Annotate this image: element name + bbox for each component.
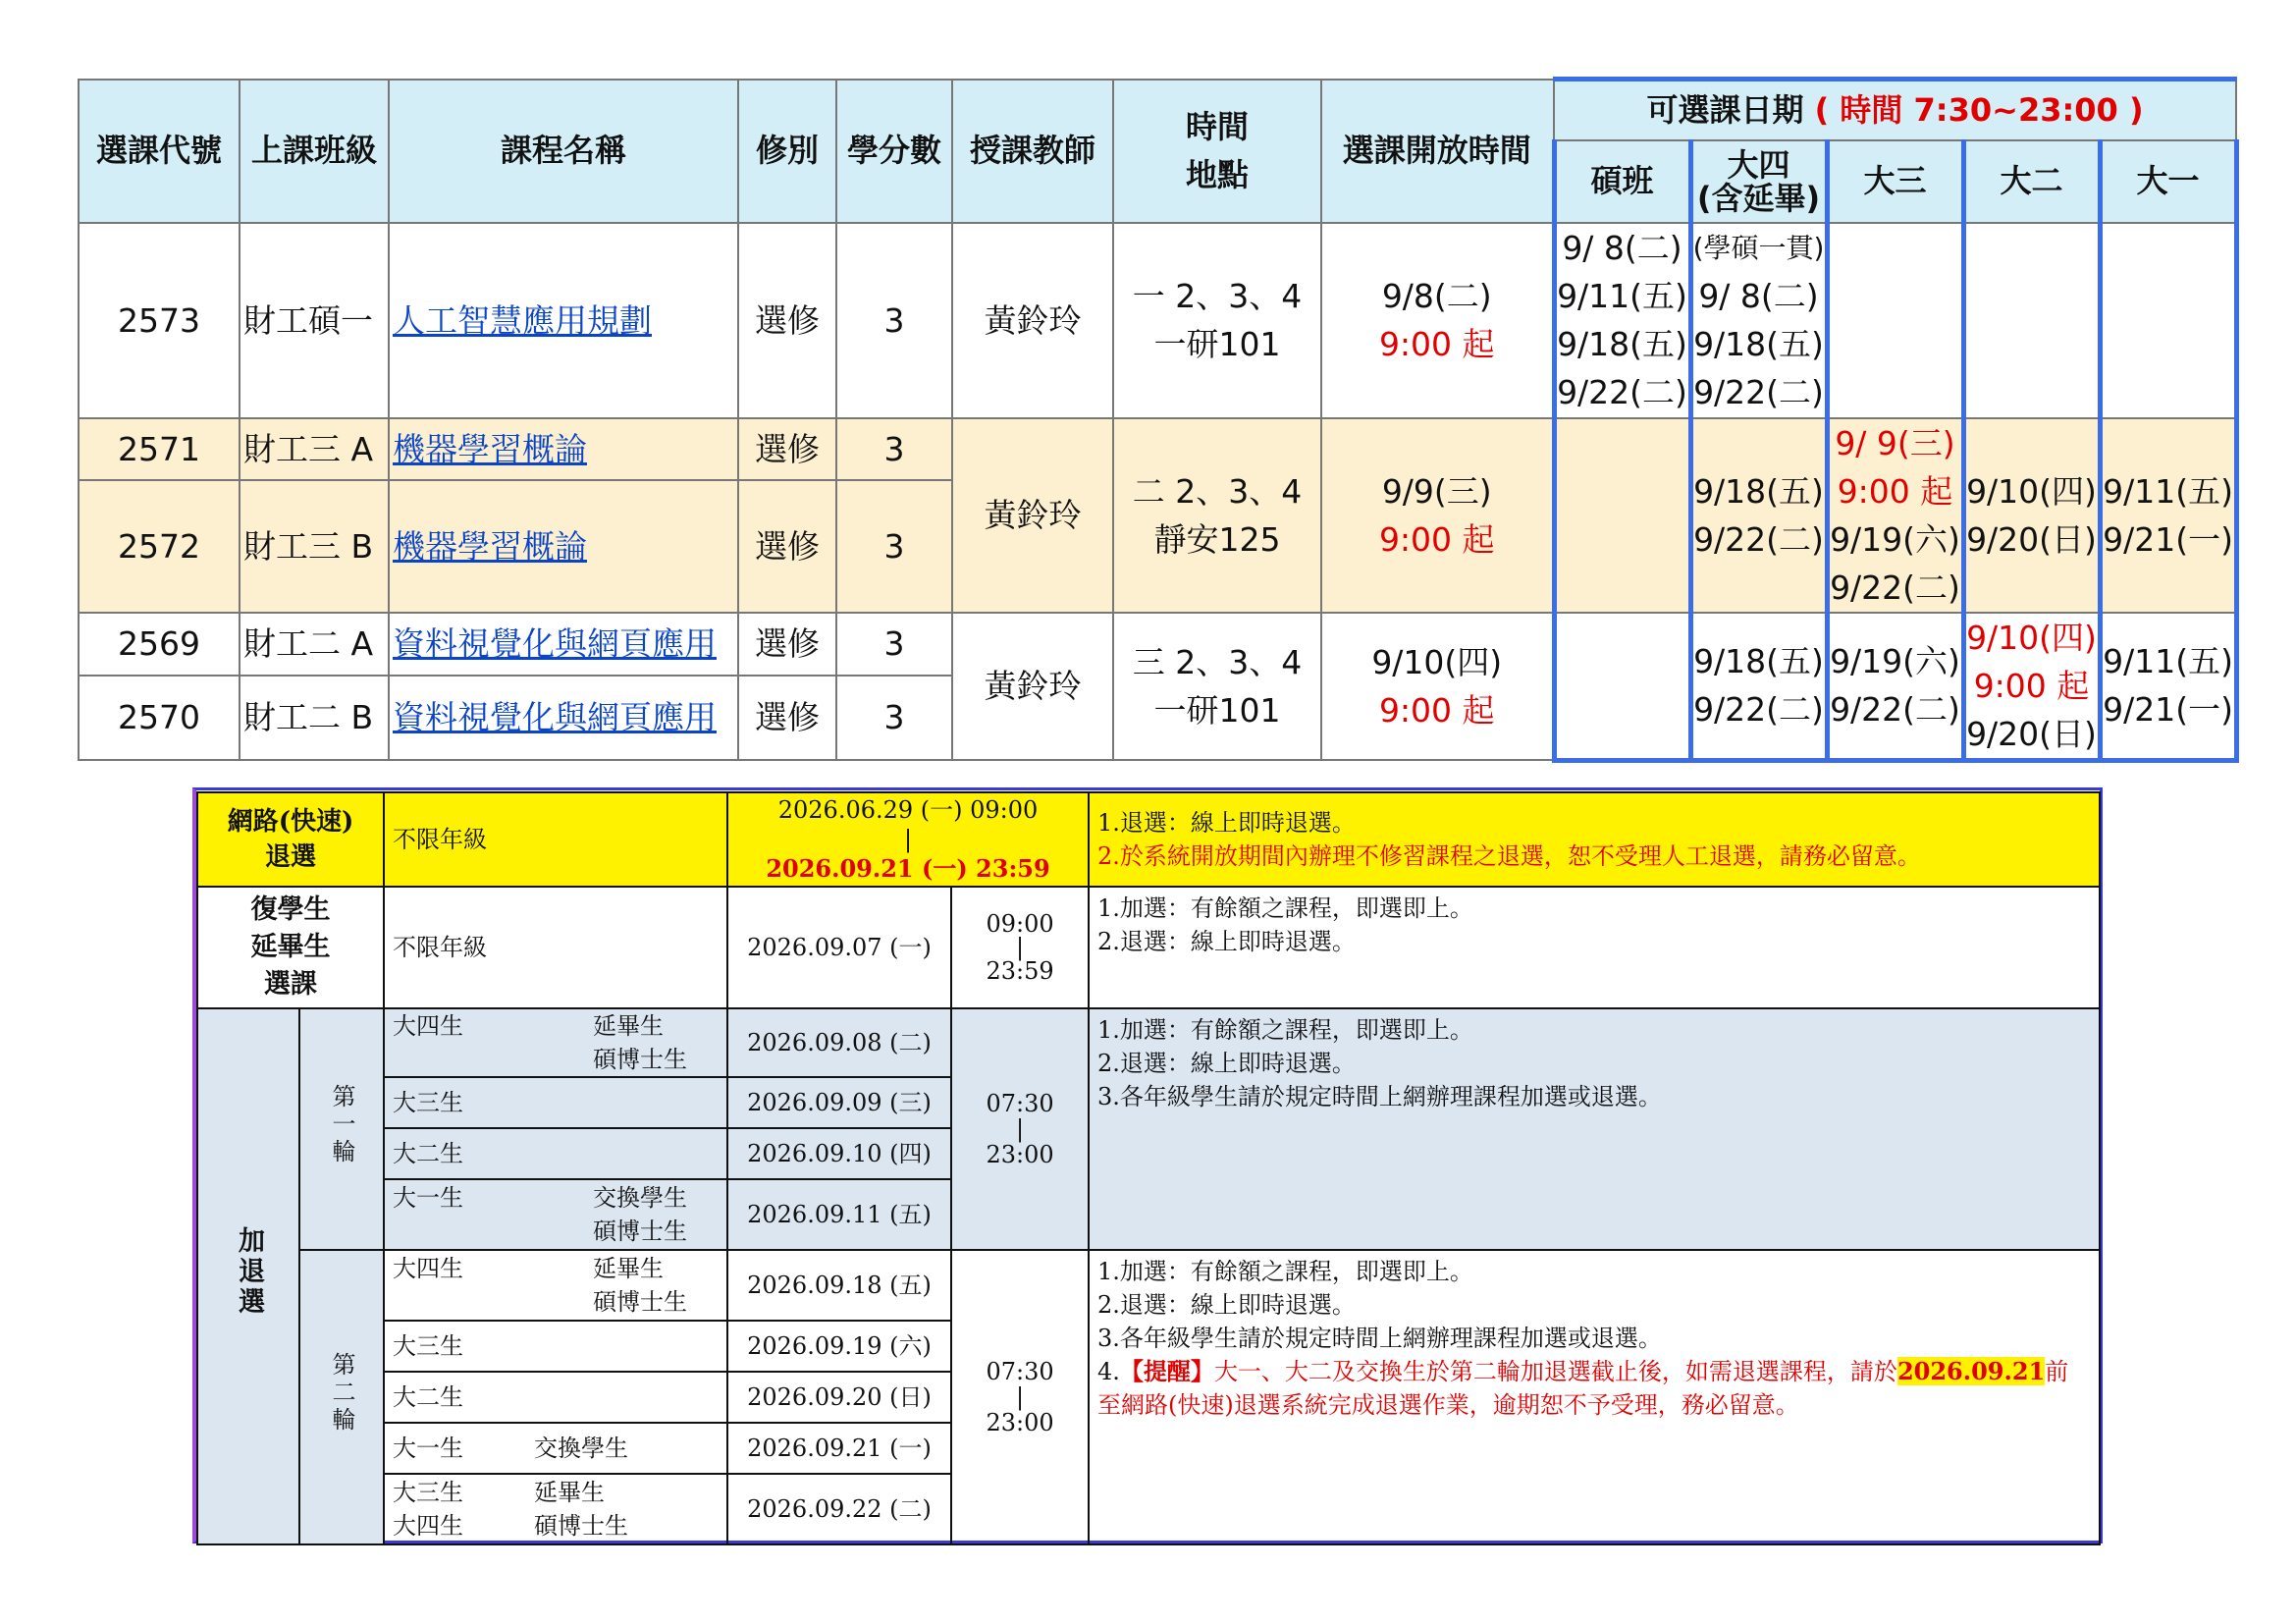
date-item: 9/18(五) [1693, 642, 1824, 680]
course-name-link[interactable]: 人工智慧應用規劃 [393, 300, 652, 340]
course-type: 選修 [738, 676, 836, 760]
round1-grade: 大三生 [384, 1077, 727, 1128]
grade-extra: 延畢生 [593, 1255, 665, 1282]
grade-extra: 碩博士生 [534, 1512, 629, 1540]
dates-freshman [2100, 613, 2236, 761]
dates-sophomore [1963, 613, 2100, 761]
resume-date: 2026.09.07 (一) [727, 887, 951, 1008]
time-end: 23:59 [986, 957, 1054, 985]
schedule-table [196, 791, 2101, 1545]
open-date: 9/10(四) [1371, 642, 1503, 681]
round1-grade: 大二生 [384, 1128, 727, 1179]
header-grade-senior [1690, 140, 1827, 223]
header-open-time: 選課開放時間 [1321, 80, 1554, 223]
course-code: 2572 [79, 480, 240, 613]
round1-date: 2026.09.09 (三) [727, 1077, 951, 1128]
round1-grade [384, 1179, 727, 1250]
resume-title-line1: 復學生 [250, 894, 331, 925]
header-code: 選課代號 [79, 80, 240, 223]
header-class: 上課班級 [240, 80, 389, 223]
header-place: 地點 [1185, 155, 1249, 193]
grade-text: 大一生 [393, 1184, 464, 1212]
course-place: 靜安125 [1153, 519, 1281, 559]
grade-extra: 延畢生 [593, 1012, 665, 1040]
resume-title [197, 887, 384, 1008]
date-item: 9/10(四) [1966, 471, 2097, 511]
available-dates-hours: ( 時間 7:30~23:00 ) [1814, 90, 2144, 129]
resume-title-line3: 選課 [264, 969, 317, 1000]
round2-label [299, 1250, 384, 1544]
header-course-name: 課程名稱 [389, 80, 738, 223]
quick-drop-row [197, 792, 2100, 887]
date-item: 9/22(二) [1830, 568, 1960, 607]
grade-extra: 碩博士生 [593, 1046, 688, 1073]
dates-freshman [2100, 418, 2236, 613]
note-line-reminder [1097, 1355, 2091, 1422]
round2-row [197, 1250, 2100, 1321]
note-line: 3.各年級學生請於規定時間上網辦理課程加選或退選。 [1097, 1325, 1662, 1352]
course-name-cell [389, 480, 738, 613]
dates-junior [1827, 223, 1963, 418]
date-item: 9/ 9(三) [1835, 423, 1955, 462]
course-credits: 3 [836, 418, 952, 480]
grade-extra: 交換學生 [534, 1435, 629, 1462]
grade-extra: 碩博士生 [593, 1218, 688, 1245]
course-time-place [1113, 223, 1321, 418]
course-credits: 3 [836, 480, 952, 613]
dates-sophomore [1963, 223, 2100, 418]
round2-notes [1089, 1250, 2100, 1544]
quick-drop-title-line1: 網路(快速) [227, 807, 354, 837]
course-open-time [1321, 223, 1554, 418]
dates-freshman [2100, 223, 2236, 418]
course-class: 財工碩一 [240, 223, 389, 418]
note-line: 1.加選：有餘額之課程，即選即上。 [1097, 1258, 1473, 1285]
note-line: 2.於系統開放期間內辦理不修習課程之退選，恕不受理人工退選，請務必留意。 [1097, 842, 1921, 870]
grade-text: 大四生 [393, 1012, 464, 1040]
dates-sophomore [1963, 418, 2100, 613]
round2-date: 2026.09.21 (一) [727, 1423, 951, 1474]
time-end: 23:00 [986, 1141, 1054, 1168]
date-item: 9/22(二) [1557, 373, 1687, 411]
date-item: 9/22(二) [1693, 373, 1824, 411]
resume-time [951, 887, 1089, 1008]
note-line: 2.退選：線上即時退選。 [1097, 1291, 1356, 1319]
time-start: 07:30 [986, 1090, 1054, 1117]
round1-notes [1089, 1008, 2100, 1250]
course-time: 三 2、3、4 [1132, 642, 1303, 681]
time-start: 07:30 [986, 1358, 1054, 1385]
date-item: 9/ 8(二) [1698, 277, 1819, 315]
round1-date: 2026.09.10 (四) [727, 1128, 951, 1179]
dates-junior [1827, 613, 1963, 761]
table-row [79, 613, 2236, 676]
resume-grade: 不限年級 [384, 887, 727, 1008]
date-item: 9/11(五) [2103, 642, 2233, 680]
open-hour: 9:00 起 [1378, 519, 1495, 559]
quick-drop-end: 2026.09.21 (一) 23:59 [766, 854, 1050, 883]
header-teacher: 授課教師 [952, 80, 1113, 223]
date-item: 9/18(五) [1693, 471, 1824, 511]
header-available-dates [1554, 80, 2236, 140]
round1-label [299, 1008, 384, 1250]
grade-text: 大四生 [393, 1255, 464, 1282]
note-line: 1.加選：有餘額之課程，即選即上。 [1097, 1016, 1473, 1044]
table-row [79, 418, 2236, 480]
course-credits: 3 [836, 613, 952, 676]
course-place: 一研101 [1153, 690, 1281, 730]
course-name-link[interactable]: 資料視覺化與網頁應用 [393, 624, 717, 664]
course-type: 選修 [738, 480, 836, 613]
course-teacher: 黃鈴玲 [952, 223, 1113, 418]
open-date: 9/9(三) [1381, 471, 1492, 511]
course-class: 財工二 B [240, 676, 389, 760]
quick-drop-period [727, 792, 1089, 887]
time-dash: | [1015, 1115, 1025, 1143]
date-item: 9/11(五) [1557, 277, 1687, 315]
quick-drop-grade: 不限年級 [384, 792, 727, 887]
date-item: 9:00 起 [1837, 471, 1953, 511]
date-item: (學碩一貫) [1692, 232, 1825, 264]
round1-date: 2026.09.11 (五) [727, 1179, 951, 1250]
quick-drop-title-line2: 退選 [265, 842, 317, 872]
course-name-link[interactable]: 機器學習概論 [393, 429, 587, 468]
note-line: 3.各年級學生請於規定時間上網辦理課程加選或退選。 [1097, 1083, 1662, 1110]
resume-row [197, 887, 2100, 1008]
round2-date: 2026.09.20 (日) [727, 1372, 951, 1423]
date-item: 9/19(六) [1830, 642, 1960, 680]
quick-drop-title [197, 792, 384, 887]
note-line: 2.退選：線上即時退選。 [1097, 928, 1356, 955]
dates-senior [1690, 418, 1827, 613]
reminder-text: 大一、大二及交換生於第二輪加退選截止後，如需退選課程，請於 [1213, 1358, 1897, 1385]
grade-text: 大四生 [393, 1512, 464, 1540]
resume-title-line2: 延畢生 [250, 932, 331, 962]
course-table [78, 77, 2239, 763]
note-line: 1.加選：有餘額之課程，即選即上。 [1097, 894, 1473, 922]
round2-date: 2026.09.22 (二) [727, 1474, 951, 1544]
add-drop-label-text: 加退選 [234, 1226, 264, 1318]
course-name-link[interactable]: 機器學習概論 [393, 526, 587, 566]
header-time: 時間 [1185, 107, 1249, 145]
header-grade-senior-line2: (含延畢) [1696, 179, 1821, 217]
dates-master [1554, 613, 1690, 761]
round2-date: 2026.09.18 (五) [727, 1250, 951, 1321]
course-place: 一研101 [1153, 325, 1281, 363]
date-item: 9/19(六) [1830, 519, 1960, 559]
dates-senior [1690, 613, 1827, 761]
grade-extra: 交換學生 [593, 1184, 688, 1212]
open-hour: 9:00 起 [1378, 325, 1495, 363]
course-type: 選修 [738, 223, 836, 418]
round2-label-text: 第二輪 [328, 1351, 355, 1435]
round1-grade [384, 1008, 727, 1077]
date-item: 9/21(一) [2103, 519, 2233, 559]
course-name-link[interactable]: 資料視覺化與網頁應用 [393, 698, 717, 737]
grade-extra: 碩博士生 [593, 1288, 688, 1316]
course-time: 一 2、3、4 [1132, 277, 1303, 315]
course-code: 2573 [79, 223, 240, 418]
header-time-place [1113, 80, 1321, 223]
header-grade-sophomore: 大二 [1963, 140, 2100, 223]
dates-senior [1690, 223, 1827, 418]
note-line: 2.退選：線上即時退選。 [1097, 1050, 1356, 1077]
time-end: 23:00 [986, 1409, 1054, 1436]
round1-date: 2026.09.08 (二) [727, 1008, 951, 1077]
resume-notes [1089, 887, 2100, 1008]
header-credits: 學分數 [836, 80, 952, 223]
grade-text: 大一生 [393, 1435, 464, 1462]
round2-grade [384, 1250, 727, 1321]
course-teacher: 黃鈴玲 [952, 613, 1113, 761]
course-class: 財工三 A [240, 418, 389, 480]
date-item: 9/22(二) [1693, 519, 1824, 559]
grade-text: 大三生 [393, 1479, 464, 1506]
date-item: 9/22(二) [1830, 690, 1960, 729]
round1-label-text: 第一輪 [328, 1083, 355, 1166]
round1-time [951, 1008, 1089, 1250]
course-time: 二 2、3、4 [1132, 471, 1303, 511]
add-drop-label [197, 1008, 299, 1544]
course-name-cell [389, 418, 738, 480]
note-line: 1.退選：線上即時退選。 [1097, 809, 1356, 837]
open-date: 9/8(二) [1381, 277, 1492, 315]
quick-drop-start: 2026.06.29 (一) 09:00 [777, 796, 1039, 824]
date-item: 9/10(四) [1966, 618, 2097, 657]
course-name-cell [389, 223, 738, 418]
date-item: 9/11(五) [2103, 471, 2233, 511]
quick-drop-dash: | [903, 826, 913, 853]
course-open-time [1321, 418, 1554, 613]
header-type: 修別 [738, 80, 836, 223]
dates-junior [1827, 418, 1963, 613]
time-start: 09:00 [986, 910, 1054, 938]
course-open-time [1321, 613, 1554, 761]
course-time-place [1113, 418, 1321, 613]
course-credits: 3 [836, 676, 952, 760]
round2-date: 2026.09.19 (六) [727, 1321, 951, 1372]
reminder-tag: 【提醒】 [1119, 1357, 1214, 1385]
date-item: 9/21(一) [2103, 690, 2233, 729]
course-type: 選修 [738, 418, 836, 480]
date-item: 9/18(五) [1693, 325, 1824, 363]
course-code: 2571 [79, 418, 240, 480]
dates-master [1554, 223, 1690, 418]
course-code: 2569 [79, 613, 240, 676]
date-item: 9/ 8(二) [1562, 229, 1682, 267]
course-credits: 3 [836, 223, 952, 418]
round2-grade: 大三生 [384, 1321, 727, 1372]
time-dash: | [1015, 1383, 1025, 1411]
course-code: 2570 [79, 676, 240, 760]
dates-master [1554, 418, 1690, 613]
date-item: 9/20(日) [1966, 519, 2097, 559]
round2-grade: 大二生 [384, 1372, 727, 1423]
round2-time [951, 1250, 1089, 1544]
round2-grade [384, 1423, 727, 1474]
available-dates-title: 可選課日期 [1646, 90, 1804, 129]
reminder-number: 4. [1097, 1358, 1120, 1385]
reminder-text: 前至網路(快速)退選系統完成退選作業，逾期恕不予受理，務必留意。 [1097, 1358, 2069, 1419]
quick-drop-notes [1089, 792, 2100, 887]
date-item: 9/18(五) [1557, 325, 1687, 363]
course-class: 財工三 B [240, 480, 389, 613]
date-item: 9/22(二) [1693, 690, 1824, 729]
reminder-date: 2026.09.21 [1896, 1357, 2046, 1385]
time-dash: | [1015, 934, 1025, 961]
table-row [79, 223, 2236, 418]
course-time-place [1113, 613, 1321, 761]
header-grade-senior-line1: 大四 [1727, 145, 1790, 184]
date-item: 9:00 起 [1973, 666, 2090, 705]
open-hour: 9:00 起 [1378, 690, 1495, 730]
grade-extra: 延畢生 [534, 1479, 606, 1506]
header-grade-master: 碩班 [1554, 140, 1690, 223]
round1-row [197, 1008, 2100, 1077]
course-class: 財工二 A [240, 613, 389, 676]
date-item: 9/20(日) [1966, 714, 2097, 753]
course-type: 選修 [738, 613, 836, 676]
header-grade-junior: 大三 [1827, 140, 1963, 223]
course-name-cell [389, 676, 738, 760]
header-grade-freshman: 大一 [2100, 140, 2236, 223]
course-name-cell [389, 613, 738, 676]
round2-grade [384, 1474, 727, 1544]
course-teacher: 黃鈴玲 [952, 418, 1113, 613]
